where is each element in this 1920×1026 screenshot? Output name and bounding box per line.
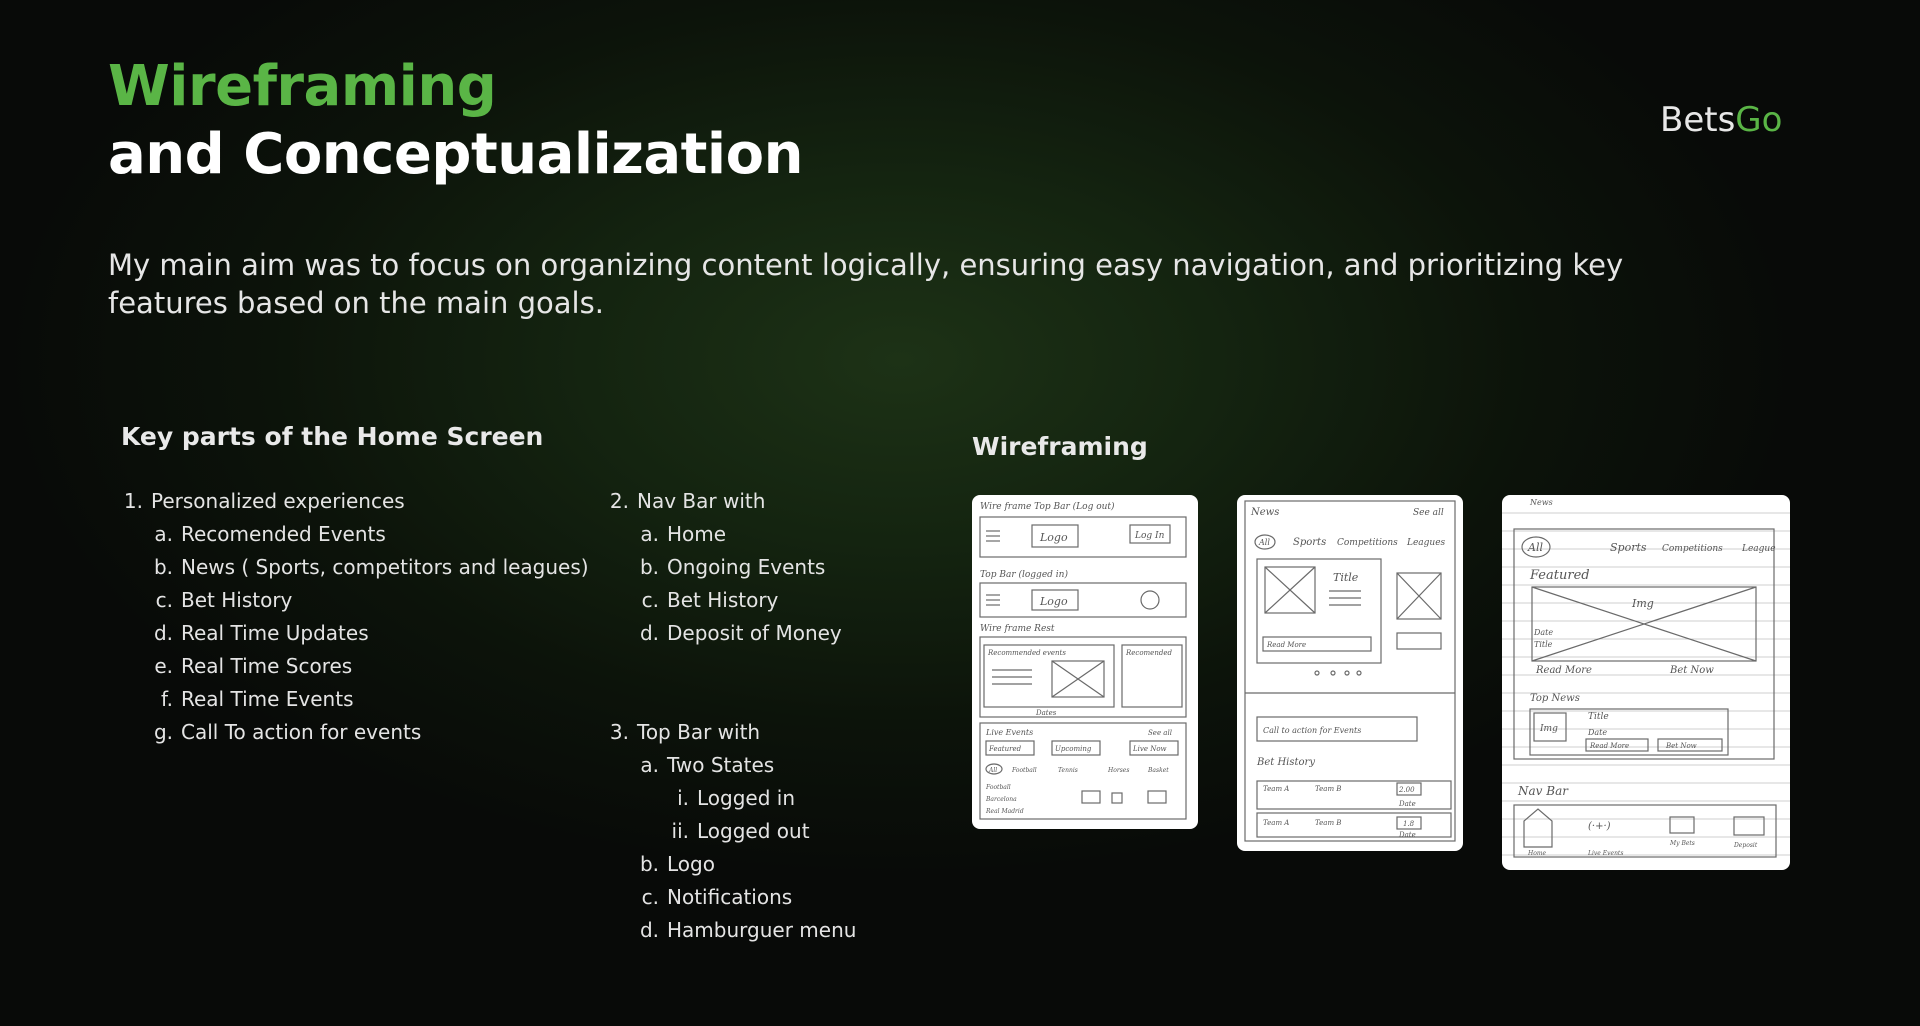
sketch-label: 1.8: [1403, 820, 1415, 828]
list-item: a. Home: [640, 522, 727, 546]
page-title: and Conceptualization: [108, 122, 803, 187]
key-parts-heading: Key parts of the Home Screen: [121, 422, 544, 451]
sketch-label: Leagues: [1407, 538, 1446, 548]
sketch-label: Logo: [1040, 595, 1068, 608]
sketch-label: Deposit: [1734, 842, 1758, 849]
list-item: a. Two States: [640, 753, 775, 777]
sketch-label: Basket: [1148, 767, 1169, 774]
sketch-label: Team B: [1315, 785, 1342, 793]
sketch-label: Real Madrid: [986, 808, 1024, 815]
sketch-label: Horses: [1108, 767, 1130, 774]
sketch-label: Date: [1534, 628, 1554, 637]
sketch-label: Home: [1528, 850, 1547, 857]
sketch-label: Live Events: [986, 728, 1034, 737]
sketch-label: See all: [1413, 508, 1444, 518]
sketch-label: My Bets: [1670, 840, 1695, 847]
brand-suffix: Go: [1735, 100, 1783, 140]
list-item: e. Real Time Scores: [154, 654, 353, 678]
sketch-label: Title: [1588, 712, 1609, 722]
sketch-label: Title: [1534, 640, 1553, 649]
sketch-label: Featured: [989, 745, 1022, 753]
sketch-label: Featured: [1530, 568, 1590, 583]
sketch-label: Recommended events: [988, 649, 1066, 657]
list-item: d. Deposit of Money: [639, 621, 842, 645]
sketch-label: All: [1528, 541, 1543, 554]
sketch-label: Read More: [1267, 641, 1307, 649]
sketch-label: Bet Now: [1670, 665, 1714, 676]
sketch-label: Team A: [1263, 819, 1290, 827]
sketch-label: All: [1259, 538, 1270, 547]
sketch-label: Top Bar (logged in): [980, 570, 1068, 580]
sketch-label: Date: [1399, 831, 1416, 839]
sketch-label: All: [989, 767, 998, 774]
sketch-news: [1237, 495, 1463, 851]
sketch-top-bar: [972, 495, 1198, 829]
sketch-label: Top News: [1530, 693, 1580, 704]
sketch-label: Team B: [1315, 819, 1342, 827]
sketch-label: Sports: [1293, 537, 1327, 548]
list-item: b. Logo: [639, 852, 715, 876]
sketch-label: Logo: [1040, 531, 1068, 544]
list-item: i. Logged in: [677, 786, 796, 810]
sketch-label: Bet History: [1257, 757, 1315, 768]
sketch-label: 2.00: [1399, 786, 1415, 794]
sketch-label: Tennis: [1058, 767, 1078, 774]
svg-text:(·+·): (·+·): [1588, 821, 1611, 832]
sketch-label: Img: [1632, 597, 1654, 610]
list-item: b. Ongoing Events: [639, 555, 826, 579]
list-item: g. Call To action for events: [153, 720, 422, 744]
list-item: d. Real Time Updates: [153, 621, 369, 645]
list-item: c. Notifications: [641, 885, 793, 909]
sketch-label: News: [1251, 507, 1280, 518]
list-item: 2. Nav Bar with: [609, 489, 766, 513]
sketch-label: Wire frame Top Bar (Log out): [980, 502, 1115, 512]
sketch-label: See all: [1148, 729, 1172, 737]
sketch-label: Nav Bar: [1518, 784, 1568, 798]
list-item: b. News ( Sports, competitors and leagues): [153, 555, 589, 579]
sketch-label: League: [1742, 544, 1776, 554]
sketch-label: Football: [1012, 767, 1037, 774]
sketch-label: Wire frame Rest: [980, 624, 1055, 634]
sketch-label: Img: [1540, 724, 1558, 734]
sketch-label: Call to action for Events: [1263, 726, 1362, 735]
sketch-label: Upcoming: [1055, 745, 1092, 753]
brand-logo: [1660, 98, 1782, 142]
sketch-label: Read More: [1590, 742, 1630, 750]
sketch-label: Barcelona: [986, 796, 1017, 803]
sketch-label: Title: [1333, 571, 1359, 584]
page-title-accent: Wireframing: [108, 54, 497, 119]
sketch-label: Date: [1588, 728, 1608, 737]
sketch-label: Team A: [1263, 785, 1290, 793]
sketch-label: Recomended: [1126, 649, 1172, 657]
list-item: c. Bet History: [641, 588, 779, 612]
brand-prefix: Bets: [1660, 100, 1736, 140]
list-item: ii. Logged out: [671, 819, 810, 843]
sketch-label: Dates: [1036, 709, 1057, 717]
wireframing-heading: Wireframing: [972, 432, 1148, 461]
sketch-label: Competitions: [1662, 544, 1723, 554]
sketch-label: Football: [986, 784, 1011, 791]
list-item: a. Recomended Events: [154, 522, 386, 546]
list-item: 1. Personalized experiences: [123, 489, 405, 513]
list-item: c. Bet History: [155, 588, 293, 612]
sketch-label: News: [1530, 498, 1553, 507]
sketch-label: Date: [1399, 800, 1416, 808]
sketch-label: Live Events: [1588, 850, 1624, 857]
sketch-featured: [1502, 495, 1790, 870]
sketch-label: Sports: [1610, 541, 1647, 554]
list-item: 3. Top Bar with: [609, 720, 761, 744]
sketch-label: Read More: [1536, 665, 1592, 676]
list-item: f. Real Time Events: [161, 687, 354, 711]
list-item: d. Hamburguer menu: [639, 918, 857, 942]
sketch-label: Log In: [1135, 531, 1165, 541]
sketch-label: Live Now: [1133, 745, 1167, 753]
sketch-label: Competitions: [1337, 538, 1398, 548]
intro-paragraph: My main aim was to focus on organizing content logically, ensuring easy navigation, and prioritizing key features based on the main goals.: [108, 248, 1624, 320]
sketch-label: Bet Now: [1666, 742, 1697, 750]
